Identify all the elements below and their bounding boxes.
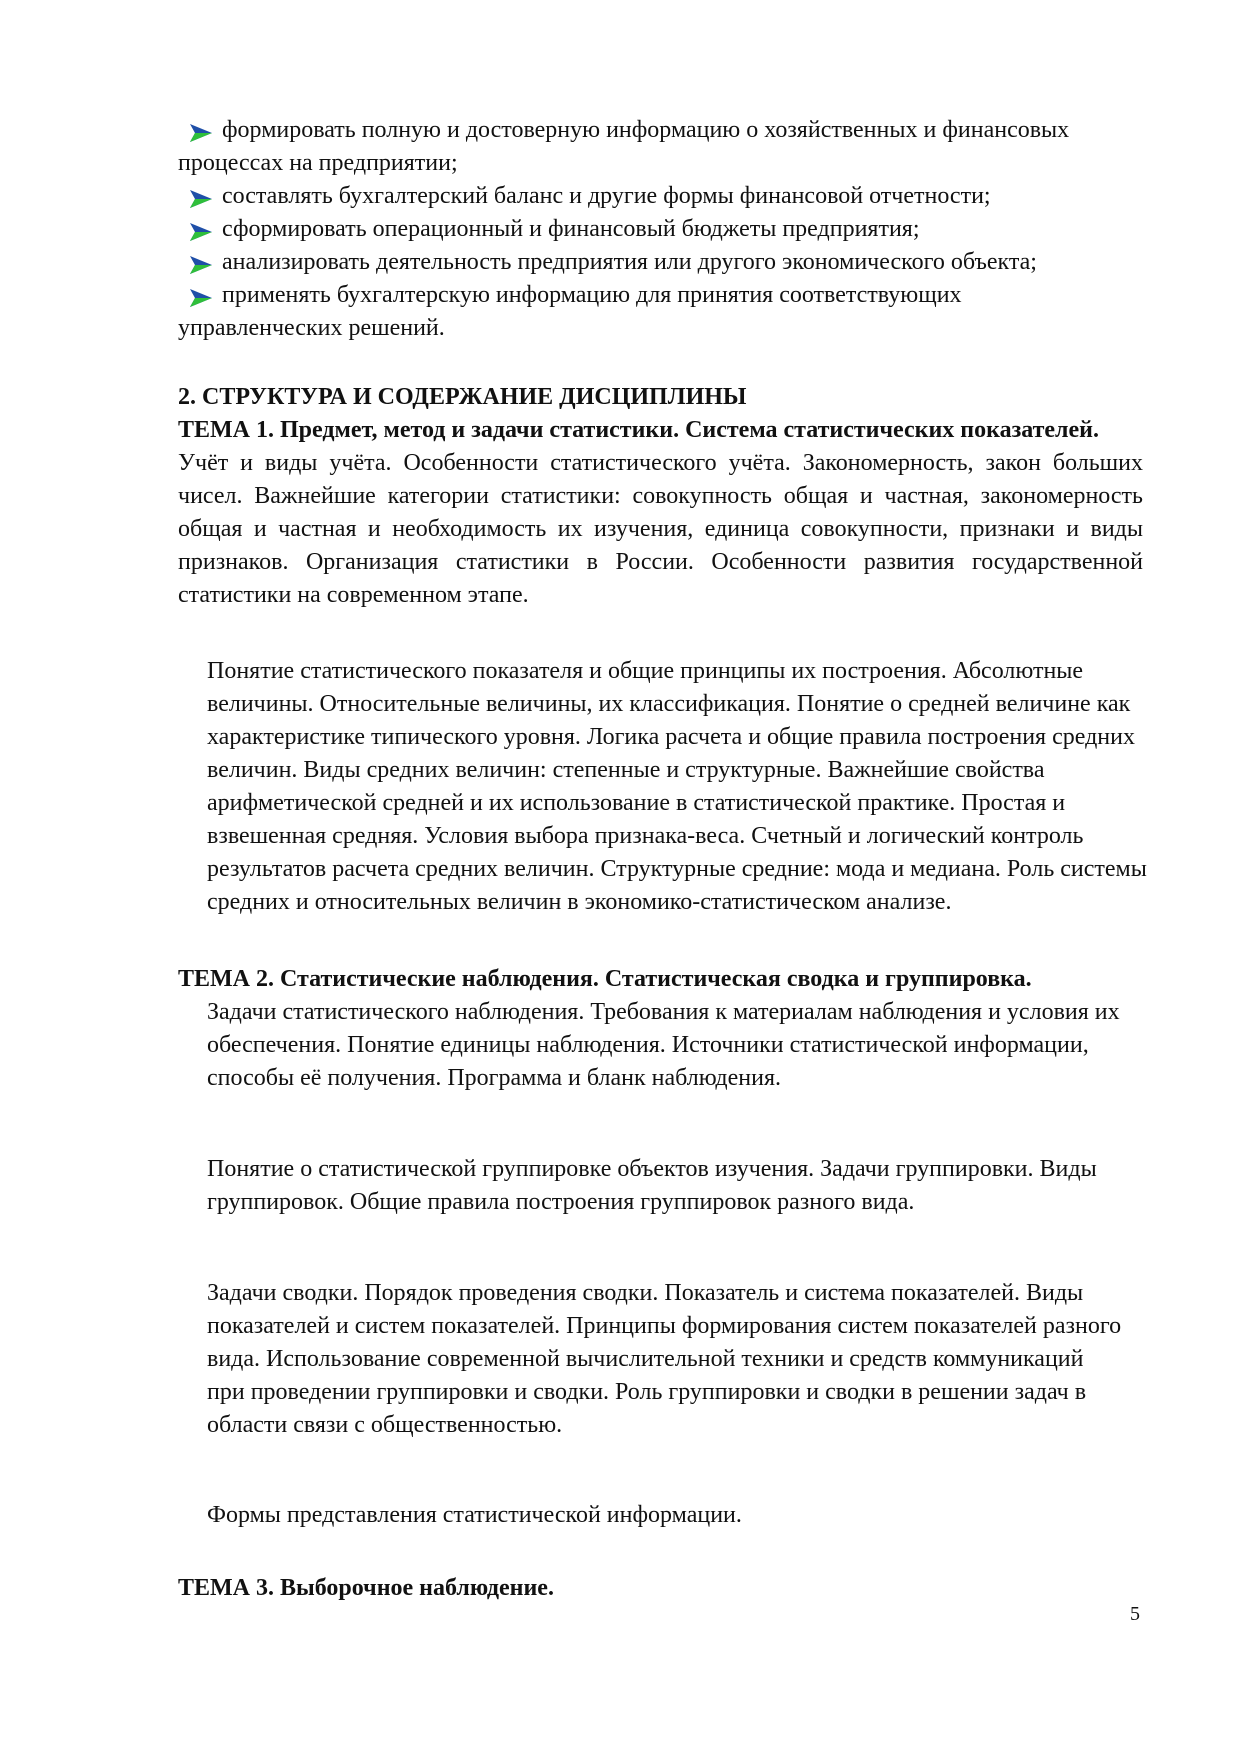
topic-3-heading: ТЕМА 3. Выборочное наблюдение. bbox=[178, 1575, 554, 1601]
arrow-bullet-icon bbox=[190, 256, 212, 274]
arrow-bullet-icon bbox=[190, 124, 212, 142]
bullet-text: составлять бухгалтерский баланс и другие формы финансовой отчетности; bbox=[222, 183, 991, 209]
arrow-bullet-icon bbox=[190, 190, 212, 208]
bullet-item bbox=[178, 180, 1128, 213]
topic-2-paragraph-1: Задачи статистического наблюдения. Требования к материалам наблюдения и условия их обеспечения. Понятие единицы наблюдения. Источники статистической информации, способы её получения. Программа и бланк наблюдения. bbox=[207, 999, 1120, 1091]
arrow-bullet-icon bbox=[190, 289, 212, 307]
page-number: 5 bbox=[1130, 1603, 1140, 1625]
bullet-text: анализировать деятельность предприятия или другого экономического объекта; bbox=[222, 249, 1037, 275]
bullet-item bbox=[178, 213, 1128, 246]
bullet-text: формировать полную и достоверную информацию о хозяйственных и финансовых процессах на предприятии; bbox=[178, 117, 1070, 176]
topic-2-paragraph-4: Формы представления статистической информации. bbox=[207, 1502, 742, 1528]
topic-1-paragraph-1: Учёт и виды учёта. Особенности статистического учёта. Закономерность, закон больших чисел. Важнейшие категории статистики: совокупность общая и частная, закономерность общая и частная и необходимость их изучения, единица совокупности, признаки и виды признаков. Организация статистики в России. Особенности развития государственной статистики на современном этапе. bbox=[178, 450, 1143, 608]
topic-1-paragraph-2: Понятие статистического показателя и общие принципы их построения. Абсолютные величины. Относительные величины, их классификация. Понятие о средней величине как характеристике типического уровня. Логика расчета и общие правила построения средних величин. Виды средних величин: степенные и структурные. Важнейшие свойства арифметической средней и их использование в статистической практике. Простая и взвешенная средняя. Условия выбора признака-веса. Счетный и логический контроль результатов расчета средних величин. Структурные средние: мода и медиана. Роль системы средних и относительных величин в экономико-статистическом анализе. bbox=[207, 658, 1147, 915]
bullet-item bbox=[178, 246, 1128, 279]
bullet-text: применять бухгалтерскую информацию для принятия соответствующих управленческих решений. bbox=[178, 282, 962, 341]
section-heading: 2. СТРУКТУРА И СОДЕРЖАНИЕ ДИСЦИПЛИНЫ bbox=[178, 384, 747, 410]
bullet-item bbox=[178, 114, 1128, 180]
topic-2-paragraph-3: Задачи сводки. Порядок проведения сводки. Показатель и система показателей. Виды показателей и систем показателей. Принципы формирования систем показателей разного вида. Использование современной вычислительной техники и средств коммуникаций при проведении группировки и сводки. Роль группировки и сводки в решении задач в области связи с общественностью. bbox=[207, 1280, 1122, 1438]
bullet-list bbox=[178, 114, 1128, 345]
arrow-bullet-icon bbox=[190, 223, 212, 241]
topic-2-heading: ТЕМА 2. Статистические наблюдения. Статистическая сводка и группировка. bbox=[178, 966, 1032, 992]
topic-2-paragraph-2: Понятие о статистической группировке объектов изучения. Задачи группировки. Виды группировок. Общие правила построения группировок разного вида. bbox=[207, 1156, 1097, 1215]
bullet-item bbox=[178, 279, 1128, 345]
bullet-text: сформировать операционный и финансовый бюджеты предприятия; bbox=[222, 216, 920, 242]
topic-1-heading: ТЕМА 1. Предмет, метод и задачи статистики. Система статистических показателей. bbox=[178, 417, 1099, 443]
